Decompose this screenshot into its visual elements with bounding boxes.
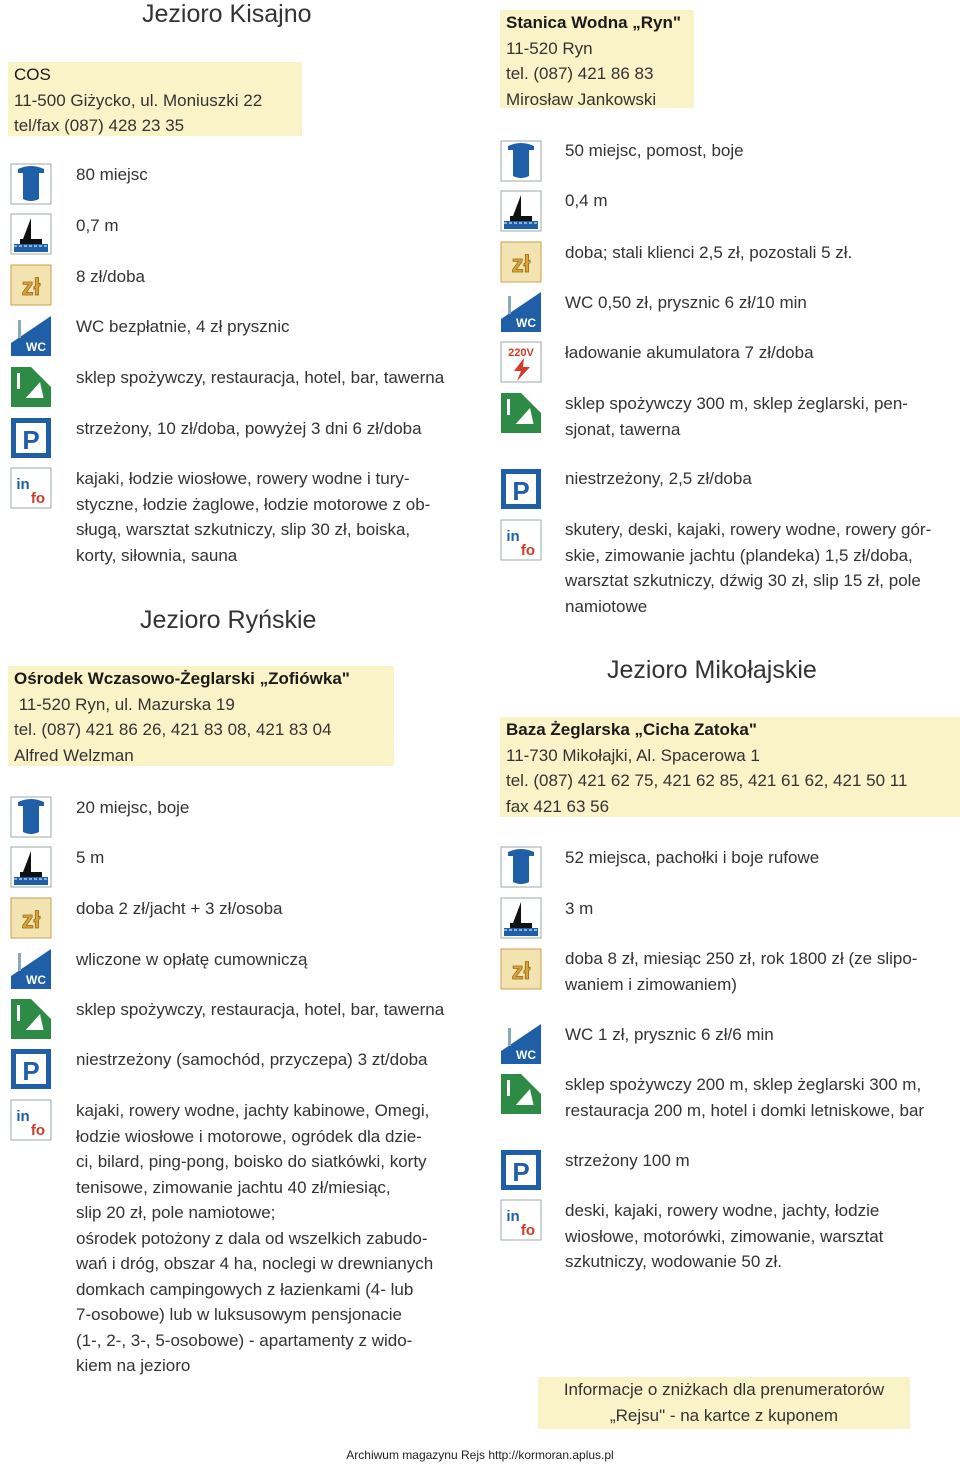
amenity-depth: 5 m bbox=[76, 848, 105, 867]
amenity-parking: niestrzeżony (samochód, przyczepa) 3 zt/doba bbox=[76, 1050, 428, 1069]
contact-line: 11-730 Mikołajki, Al. Spacerowa 1 bbox=[506, 745, 760, 765]
amenity-mooring: 20 miejsc, boje bbox=[76, 798, 190, 817]
contact-line: 11-520 Ryn bbox=[506, 38, 593, 58]
info-icon bbox=[10, 1099, 52, 1141]
amenity-wc: wliczone w opłatę cumowniczą bbox=[76, 950, 308, 969]
info-icon bbox=[500, 519, 542, 561]
contact-line: 11-520 Ryn, ul. Mazurska 19 bbox=[14, 694, 235, 714]
depth-icon bbox=[10, 846, 52, 888]
svg-text:WC: WC bbox=[26, 340, 46, 354]
svg-text:fo: fo bbox=[520, 542, 536, 559]
wc-icon bbox=[10, 948, 52, 990]
amenity-wc: WC 1 zł, prysznic 6 zł/6 min bbox=[565, 1025, 774, 1044]
amenity-depth: 0,4 m bbox=[565, 191, 608, 210]
contact-box-stanica-ryn bbox=[500, 10, 694, 108]
amenity-info: kajaki, łodzie wiosłowe, rowery wodne i tury- styczne, łodzie żaglowe, łodzie motorowe z ob- sługą, warsztat szkutniczy, slip 30 zł, boiska, korty, siłownia, sauna bbox=[76, 469, 431, 565]
contact-line: tel. (087) 421 62 75, 421 62 85, 421 61 62, 421 50 11 bbox=[506, 771, 908, 790]
svg-text:in: in bbox=[506, 1208, 520, 1225]
contact-line: 11-500 Giżycko, ul. Moniuszki 22 bbox=[14, 90, 263, 110]
amenity-info: kajaki, rowery wodne, jachty kabinowe, Omegi, łodzie wiosłowe i motorowe, ogródek dla dzie- ci, bilard, ping-pong, boisko do siatkówki, korty tenisowe, zimowanie jachtu 40 zł/miesiąc, slip 20 zł, pole namiotowe; ośrodek potożony z dala od wszelkich zabudo- wań i dróg, obszar 4 ha, noclegi w drewnianych domkach campingowych z łazienkami (4- lub 7-osobowe) lub w luksusowym pensjonacie (1-, 2-, 3-, 5-osobowe) - apartamenty z wido- kiem na jezioro bbox=[76, 1101, 434, 1375]
contact-line: tel. (087) 421 86 83 bbox=[506, 64, 654, 83]
contact-name: Stanica Wodna „Ryn" bbox=[506, 13, 681, 32]
price-icon bbox=[500, 241, 542, 283]
svg-text:fo: fo bbox=[520, 1222, 536, 1239]
wc-icon bbox=[500, 1023, 542, 1065]
amenity-shop: sklep spożywczy 300 m, sklep żeglarski, pen- sjonat, tawerna bbox=[565, 394, 908, 439]
depth-icon bbox=[500, 190, 542, 232]
contact-line: fax 421 63 56 bbox=[506, 796, 610, 816]
svg-text:fo: fo bbox=[30, 1122, 46, 1139]
amenity-price: doba 8 zł, miesiąc 250 zł, rok 1800 zł (ze slipo- waniem i zimowaniem) bbox=[565, 949, 918, 994]
depth-icon bbox=[10, 213, 52, 255]
parking-icon bbox=[10, 1048, 52, 1090]
contact-line: tel. (087) 421 86 26, 421 83 08, 421 83 04 bbox=[14, 720, 332, 739]
wc-icon bbox=[500, 291, 542, 333]
amenity-price: doba; stali klienci 2,5 zł, pozostali 5 zł. bbox=[565, 243, 853, 262]
svg-text:WC: WC bbox=[26, 973, 46, 987]
amenity-power: ładowanie akumulatora 7 zł/doba bbox=[565, 343, 814, 362]
shop-icon bbox=[500, 1073, 542, 1115]
svg-text:zł: zł bbox=[21, 907, 41, 934]
shop-icon bbox=[500, 392, 542, 434]
section-title-mikolajskie: Jezioro Mikołajskie bbox=[607, 656, 817, 684]
svg-text:in: in bbox=[16, 476, 30, 493]
svg-text:P: P bbox=[512, 1157, 530, 1187]
amenity-info: deski, kajaki, rowery wodne, jachty, łodzie wiosłowe, motorówki, zimowanie, warsztat szkutniczy, wodowanie 50 zł. bbox=[565, 1201, 884, 1271]
depth-icon bbox=[500, 897, 542, 939]
contact-box-kisajno bbox=[8, 62, 302, 136]
amenity-parking: strzeżony, 10 zł/doba, powyżej 3 dni 6 zł/doba bbox=[76, 419, 422, 438]
footer-archive-link[interactable]: Archiwum magazynu Rejs http://kormoran.aplus.pl bbox=[346, 1448, 614, 1462]
amenity-info: skutery, deski, kajaki, rowery wodne, rowery gór- skie, zimowanie jachtu (plandeka) 1,5 zł/doba, warsztat szkutniczy, dźwig 30 zł, slip 15 zł, pole namiotowe bbox=[565, 520, 932, 616]
promo-box bbox=[538, 1377, 910, 1429]
promo-line: Informacje o zniżkach dla prenumeratorów bbox=[563, 1380, 885, 1399]
amenity-shop: sklep spożywczy, restauracja, hotel, bar, tawerna bbox=[76, 368, 445, 387]
svg-text:zł: zł bbox=[21, 274, 41, 301]
mooring-icon bbox=[500, 846, 542, 888]
amenity-mooring: 52 miejsca, pachołki i boje rufowe bbox=[565, 848, 820, 867]
contact-name: Baza Żeglarska „Cicha Zatoka" bbox=[506, 720, 757, 739]
price-icon bbox=[10, 264, 52, 306]
shop-icon bbox=[10, 366, 52, 408]
price-icon bbox=[500, 948, 542, 990]
contact-name: Ośrodek Wczasowo-Żeglarski „Zofiówka" bbox=[14, 669, 350, 688]
amenity-price: 8 zł/doba bbox=[76, 267, 145, 286]
svg-text:in: in bbox=[506, 528, 520, 545]
contact-line: Alfred Welzman bbox=[14, 745, 134, 765]
svg-text:zł: zł bbox=[511, 958, 531, 985]
mooring-icon bbox=[10, 796, 52, 838]
section-title-kisajno: Jezioro Kisajno bbox=[142, 0, 312, 28]
amenity-mooring: 50 miejsc, pomost, boje bbox=[565, 141, 744, 160]
mooring-icon bbox=[10, 163, 52, 205]
parking-icon bbox=[10, 417, 52, 459]
amenity-parking: niestrzeżony, 2,5 zł/doba bbox=[565, 469, 752, 488]
svg-text:WC: WC bbox=[516, 1048, 536, 1062]
info-icon bbox=[10, 467, 52, 509]
contact-box-zofiowka bbox=[8, 666, 394, 766]
amenity-mooring: 80 miejsc bbox=[76, 165, 148, 184]
contact-box-cicha-zatoka bbox=[500, 717, 960, 817]
promo-line: „Rejsu" - na kartce z kuponem bbox=[609, 1405, 839, 1425]
contact-line: COS bbox=[14, 65, 51, 84]
svg-text:P: P bbox=[22, 1056, 40, 1086]
shop-icon bbox=[10, 998, 52, 1040]
wc-icon bbox=[10, 315, 52, 357]
amenity-depth: 0,7 m bbox=[76, 216, 119, 235]
svg-text:P: P bbox=[22, 425, 40, 455]
svg-text:fo: fo bbox=[30, 490, 46, 507]
mooring-icon bbox=[500, 140, 542, 182]
price-icon bbox=[10, 897, 52, 939]
svg-text:220V: 220V bbox=[508, 347, 534, 359]
svg-text:P: P bbox=[512, 476, 530, 506]
svg-text:in: in bbox=[16, 1108, 30, 1125]
amenity-wc: WC 0,50 zł, prysznic 6 zł/10 min bbox=[565, 293, 807, 312]
amenity-wc: WC bezpłatnie, 4 zł prysznic bbox=[76, 317, 290, 336]
contact-line: Mirosław Jankowski bbox=[506, 89, 657, 109]
parking-icon bbox=[500, 468, 542, 510]
amenity-shop: sklep spożywczy 200 m, sklep żeglarski 300 m, restauracja 200 m, hotel i domki letniskowe, bar bbox=[565, 1075, 925, 1120]
power-icon bbox=[500, 341, 542, 383]
contact-line: tel/fax (087) 428 23 35 bbox=[14, 116, 185, 135]
info-icon bbox=[500, 1199, 542, 1241]
svg-text:zł: zł bbox=[511, 251, 531, 278]
amenity-shop: sklep spożywczy, restauracja, hotel, bar, tawerna bbox=[76, 1000, 445, 1019]
svg-text:WC: WC bbox=[516, 316, 536, 330]
amenity-depth: 3 m bbox=[565, 899, 594, 918]
section-title-rynskie: Jezioro Ryńskie bbox=[140, 606, 317, 634]
amenity-parking: strzeżony 100 m bbox=[565, 1151, 690, 1170]
amenity-price: doba 2 zł/jacht + 3 zł/osoba bbox=[76, 899, 283, 918]
parking-icon bbox=[500, 1149, 542, 1191]
